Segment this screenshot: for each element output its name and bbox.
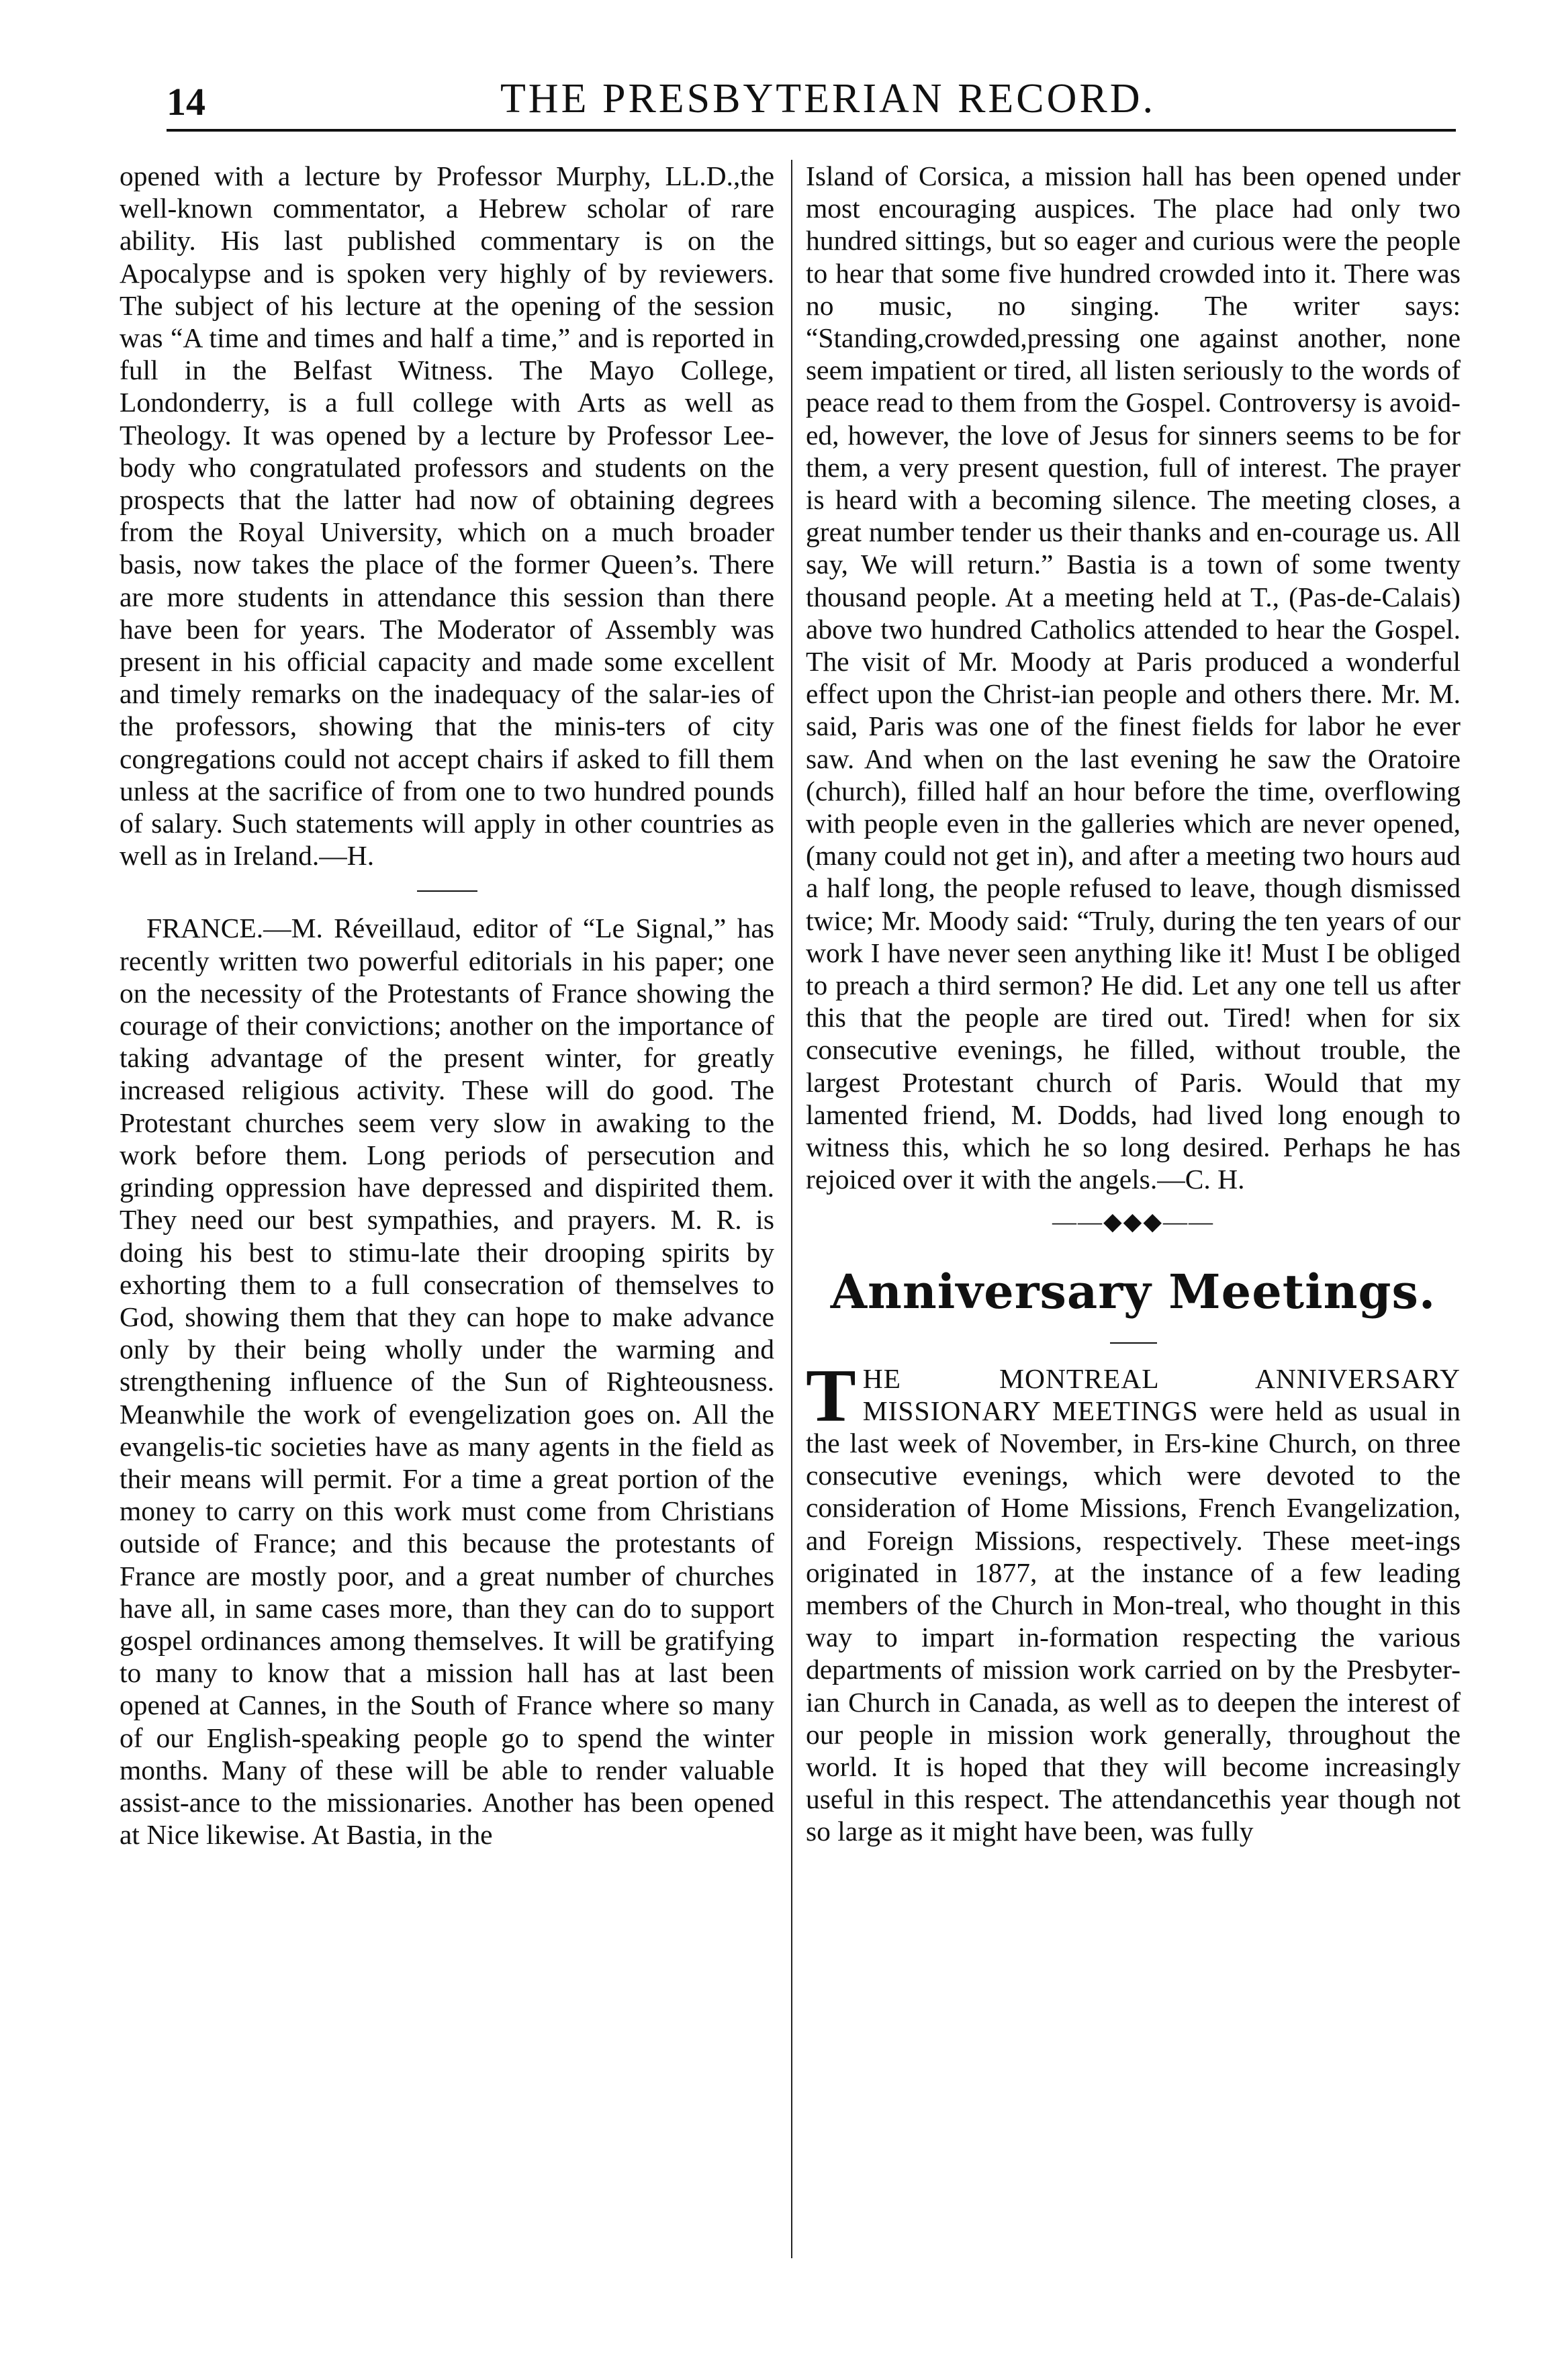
ornament-divider: ——◆◆◆—— (1052, 1207, 1215, 1235)
page-header (167, 75, 1456, 132)
column-divider (791, 160, 792, 2258)
section-heading: Anniversary Meetings. (830, 1263, 1436, 1319)
montreal-meetings-text: were held as usual in the last week of November, in Ers-kine Church, on three consecutive evenings, which were devoted to the consideration of Home Missions, French Evangelization, and Foreign Missions, respectively. These meet-ings originated in 1877, at the instance of a few leading members of the Church in Mon-treal, who thought in this way to impart in-formation respecting the various departments of mission work carried on by the Presbyter-ian Church in Canada, as well as to deepen the interest of our people in mission work generally, throughout the world. It is hoped that they will become increasingly useful in this respect. The attendancethis year though not so large as it might have been, was fully (806, 1395, 1461, 1847)
lead-in-caps: HE MONTREAL ANNIVERSARY MISSIONARY MEETINGS (862, 1362, 1461, 1426)
running-title: THE PRESBYTERIAN RECORD. (500, 76, 1156, 122)
heading-underline (806, 1329, 1461, 1362)
france-report-paragraph: FRANCE.—M. Réveillaud, editor of “Le Signal,” has recently written two powerful editorials in his paper; one on the necessity of the Protestants of France showing the courage of their convictions; another on the importance of taking advantage of the present winter, for greatly increased religious activity. These will do good. The Protestant churches seem very slow in awaking to the work before them. Long periods of persecution and grinding oppression have depressed and dispirited them. They need our best sympathies, and prayers. M. R. is doing his best to stimu-late their drooping spirits by exhorting them to a full consecration of themselves to God, showing them that they can hope to make advance only by their being wholly under the warming and strengthening influence of the Sun of Righteousness. Meanwhile the work of evengelization goes on. All the evangelis-tic societies have as many agents in the field as their means will permit. For a time a great portion of the money to carry on this work must come from Christians outside of France; and this because the protestants of France are mostly poor, and a great number of churches have all, in same cases more, than they can do to support gospel ordinances among themselves. It will be gratifying to many to know that a mission hall has at last been opened at Cannes, in the South of France where so many of our English-speaking people go to spend the winter months. Many of these will be able to render valuable assist-ance to the missionaries. Another has been opened at Nice likewise. At Bastia, in the (120, 913, 774, 1851)
drop-cap: T (806, 1354, 856, 1438)
section-divider (120, 872, 774, 912)
montreal-meetings-paragraph (806, 1354, 1461, 1848)
ireland-report-paragraph: opened with a lecture by Professor Murphy, LL.D.,the well-known commentator, a Hebrew scholar of rare ability. His last published commentary is on the Apocalypse and is spoken very highly of by reviewers. The subject of his lecture at the opening of the session was “A time and times and half a time,” and is reported in full in the Belfast Witness. The Mayo College, Londonderry, is a full college with Arts as well as Theology. It was opened by a lecture by Professor Lee-body who congratulated professors and students on the prospects that the latter had now of obtaining degrees from the Royal University, which on a much broader basis, now takes the place of the former Queen’s. There are more students in attendance this session than there have been for years. The Moderator of Assembly was present in his official capacity and made some excellent and timely remarks on the inadequacy of the salar-ies of the professors, showing that the minis-ters of city congregations could not accept chairs if asked to fill them unless at the sacrifice of from one to two hundred pounds of salary. Such statements will apply in other countries as well as in Ireland.—H. (120, 160, 774, 872)
page-number: 14 (167, 80, 205, 124)
right-column (806, 160, 1461, 2258)
corsica-report-paragraph: Island of Corsica, a mission hall has been opened under most encouraging auspices. The place had only two hundred sittings, but so eager and curious were the people to hear that some five hundred crowded into it. There was no music, no singing. The writer says: “Standing,crowded,pressing one against another, none seem impatient or tired, all listen seriously to the words of peace read to them from the Gospel. Controversy is avoid-ed, however, the love of Jesus for sinners seems to be for them, a very present question, full of interest. The prayer is heard with a becoming silence. The meeting closes, a great number tender us their thanks and en-courage us. All say, We will return.” Bastia is a town of some twenty thousand people. At a meeting held at T., (Pas-de-Calais) above two hundred Catholics attended to hear the Gospel. The visit of Mr. Moody at Paris produced a wonderful effect upon the Christ-ian people and others there. Mr. M. said, Paris was one of the finest fields for labor he ever saw. And when on the last evening he saw the Oratoire (church), filled half an hour before the time, overflowing with people even in the galleries which are never opened, (many could not get in), and after a meeting two hours aud a half long, the people refused to leave, though dismissed twice; Mr. Moody said: “Truly, during the ten years of our work I have never seen anything like it! Must I be obliged to preach a third sermon? He did. Let any one tell us after this that the people are tired out. Tired! when for six consecutive evenings, he filled, without trouble, the largest Protestant church of Paris. Would that my lamented friend, M. Dodds, had lived long enough to witness this, which he so long desired. Perhaps he has rejoiced over it with the angels.—C. H. (806, 160, 1461, 1195)
left-column (120, 160, 774, 2258)
